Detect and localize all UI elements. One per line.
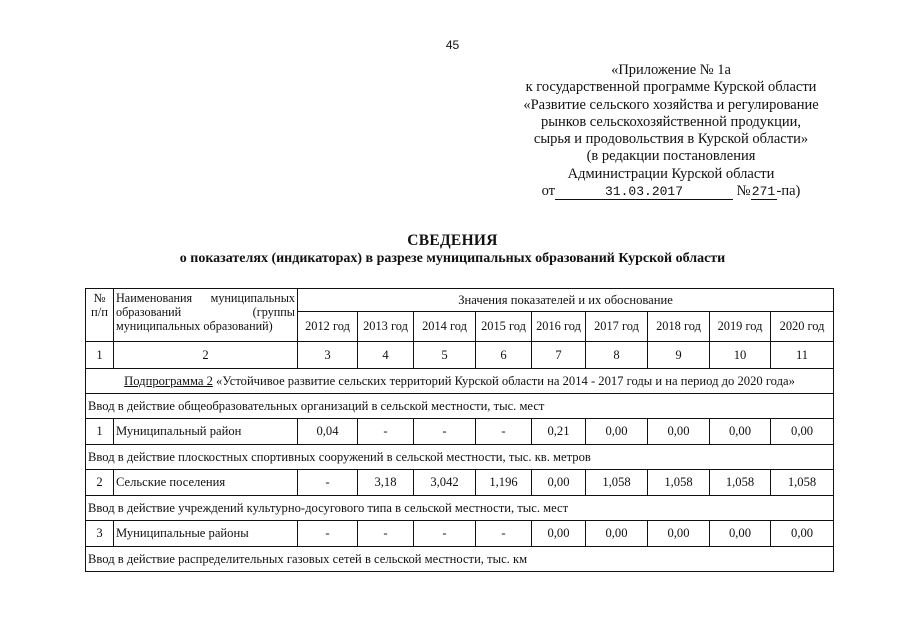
appendix-line: к государственной программе Курской области: [525, 79, 817, 96]
value-cell: 0,00: [771, 521, 834, 547]
table-row: [86, 470, 834, 496]
column-index: 5: [414, 342, 476, 369]
value-cell: 0,00: [771, 419, 834, 445]
value-cell: -: [414, 419, 476, 445]
section-heading: Ввод в действие распределительных газовых сетей в сельской местности, тыс. км: [86, 547, 834, 572]
header-number: № п/п: [86, 289, 114, 342]
value-cell: 0,00: [648, 419, 710, 445]
value-cell: 1,058: [648, 470, 710, 496]
column-index: 11: [771, 342, 834, 369]
value-cell: 1,058: [586, 470, 648, 496]
header-year: 2018 год: [648, 312, 710, 342]
value-cell: 0,21: [532, 419, 586, 445]
resolution-date: 31.03.2017: [555, 184, 733, 200]
number-prefix: №: [736, 183, 751, 200]
resolution-date-line: [480, 183, 862, 200]
appendix-line: сырья и продовольствия в Курской области»: [533, 131, 809, 148]
header-year: 2020 год: [771, 312, 834, 342]
value-cell: 1,058: [710, 470, 771, 496]
column-index: 8: [586, 342, 648, 369]
value-cell: 0,00: [586, 521, 648, 547]
column-index: 7: [532, 342, 586, 369]
column-index: 10: [710, 342, 771, 369]
value-cell: -: [298, 521, 358, 547]
value-cell: -: [476, 419, 532, 445]
table-row: [86, 419, 834, 445]
header-year: 2019 год: [710, 312, 771, 342]
table-row: [86, 521, 834, 547]
header-year: 2012 год: [298, 312, 358, 342]
appendix-line: «Развитие сельского хозяйства и регулирование: [523, 96, 819, 113]
section-heading: Ввод в действие учреждений культурно-досугового типа в сельской местности, тыс. мест: [86, 496, 834, 521]
value-cell: -: [358, 521, 414, 547]
header-values: Значения показателей и их обоснование: [298, 289, 834, 312]
value-cell: 0,00: [532, 521, 586, 547]
header-year: 2014 год: [414, 312, 476, 342]
value-cell: 0,00: [586, 419, 648, 445]
page-number: 45: [445, 38, 460, 52]
row-number: 3: [86, 521, 114, 547]
value-cell: 1,196: [476, 470, 532, 496]
column-index: 1: [86, 342, 114, 369]
section-heading: Ввод в действие общеобразовательных организаций в сельской местности, тыс. мест: [86, 394, 834, 419]
subprogram-label: Подпрограмма 2: [124, 373, 213, 388]
header-year: 2013 год: [358, 312, 414, 342]
appendix-line: рынков сельскохозяйственной продукции,: [541, 113, 801, 130]
section-heading: Ввод в действие плоскостных спортивных сооружений в сельской местности, тыс. кв. метров: [86, 445, 834, 470]
column-index: 3: [298, 342, 358, 369]
indicators-table: [85, 288, 834, 572]
column-index: 4: [358, 342, 414, 369]
appendix-line: (в редакции постановления: [586, 148, 756, 165]
row-number: 2: [86, 470, 114, 496]
value-cell: 0,00: [532, 470, 586, 496]
value-cell: 0,00: [710, 419, 771, 445]
value-cell: 0,00: [648, 521, 710, 547]
header-year: 2017 год: [586, 312, 648, 342]
header-year: 2015 год: [476, 312, 532, 342]
appendix-header: [480, 62, 862, 200]
header-year: 2016 год: [532, 312, 586, 342]
value-cell: -: [476, 521, 532, 547]
row-municipality: Муниципальные районы: [114, 521, 298, 547]
column-index: 2: [114, 342, 298, 369]
resolution-number: 271: [751, 184, 776, 200]
column-index: 9: [648, 342, 710, 369]
value-cell: 0,04: [298, 419, 358, 445]
row-number: 1: [86, 419, 114, 445]
value-cell: 1,058: [771, 470, 834, 496]
value-cell: 0,00: [710, 521, 771, 547]
value-cell: -: [358, 419, 414, 445]
value-cell: -: [298, 470, 358, 496]
subprogram-row: [86, 369, 834, 394]
number-suffix: -па): [776, 183, 801, 200]
subprogram-title: «Устойчивое развитие сельских территорий Курской области на 2014 - 2017 годы и на период до 2020 года»: [212, 373, 795, 388]
value-cell: 3,042: [414, 470, 476, 496]
column-index: 6: [476, 342, 532, 369]
row-municipality: Муниципальный район: [114, 419, 298, 445]
document-subtitle: о показателях (индикаторах) в разрезе муниципальных образований Курской области: [179, 251, 726, 266]
date-prefix: от: [541, 183, 556, 200]
value-cell: -: [414, 521, 476, 547]
value-cell: 3,18: [358, 470, 414, 496]
header-municipality: Наименования муниципальных образований (группы муниципальных образований): [114, 289, 298, 342]
appendix-line: Администрации Курской области: [567, 165, 775, 182]
appendix-line: «Приложение № 1а: [611, 62, 731, 78]
row-municipality: Сельские поселения: [114, 470, 298, 496]
document-title: СВЕДЕНИЯ: [407, 232, 498, 249]
